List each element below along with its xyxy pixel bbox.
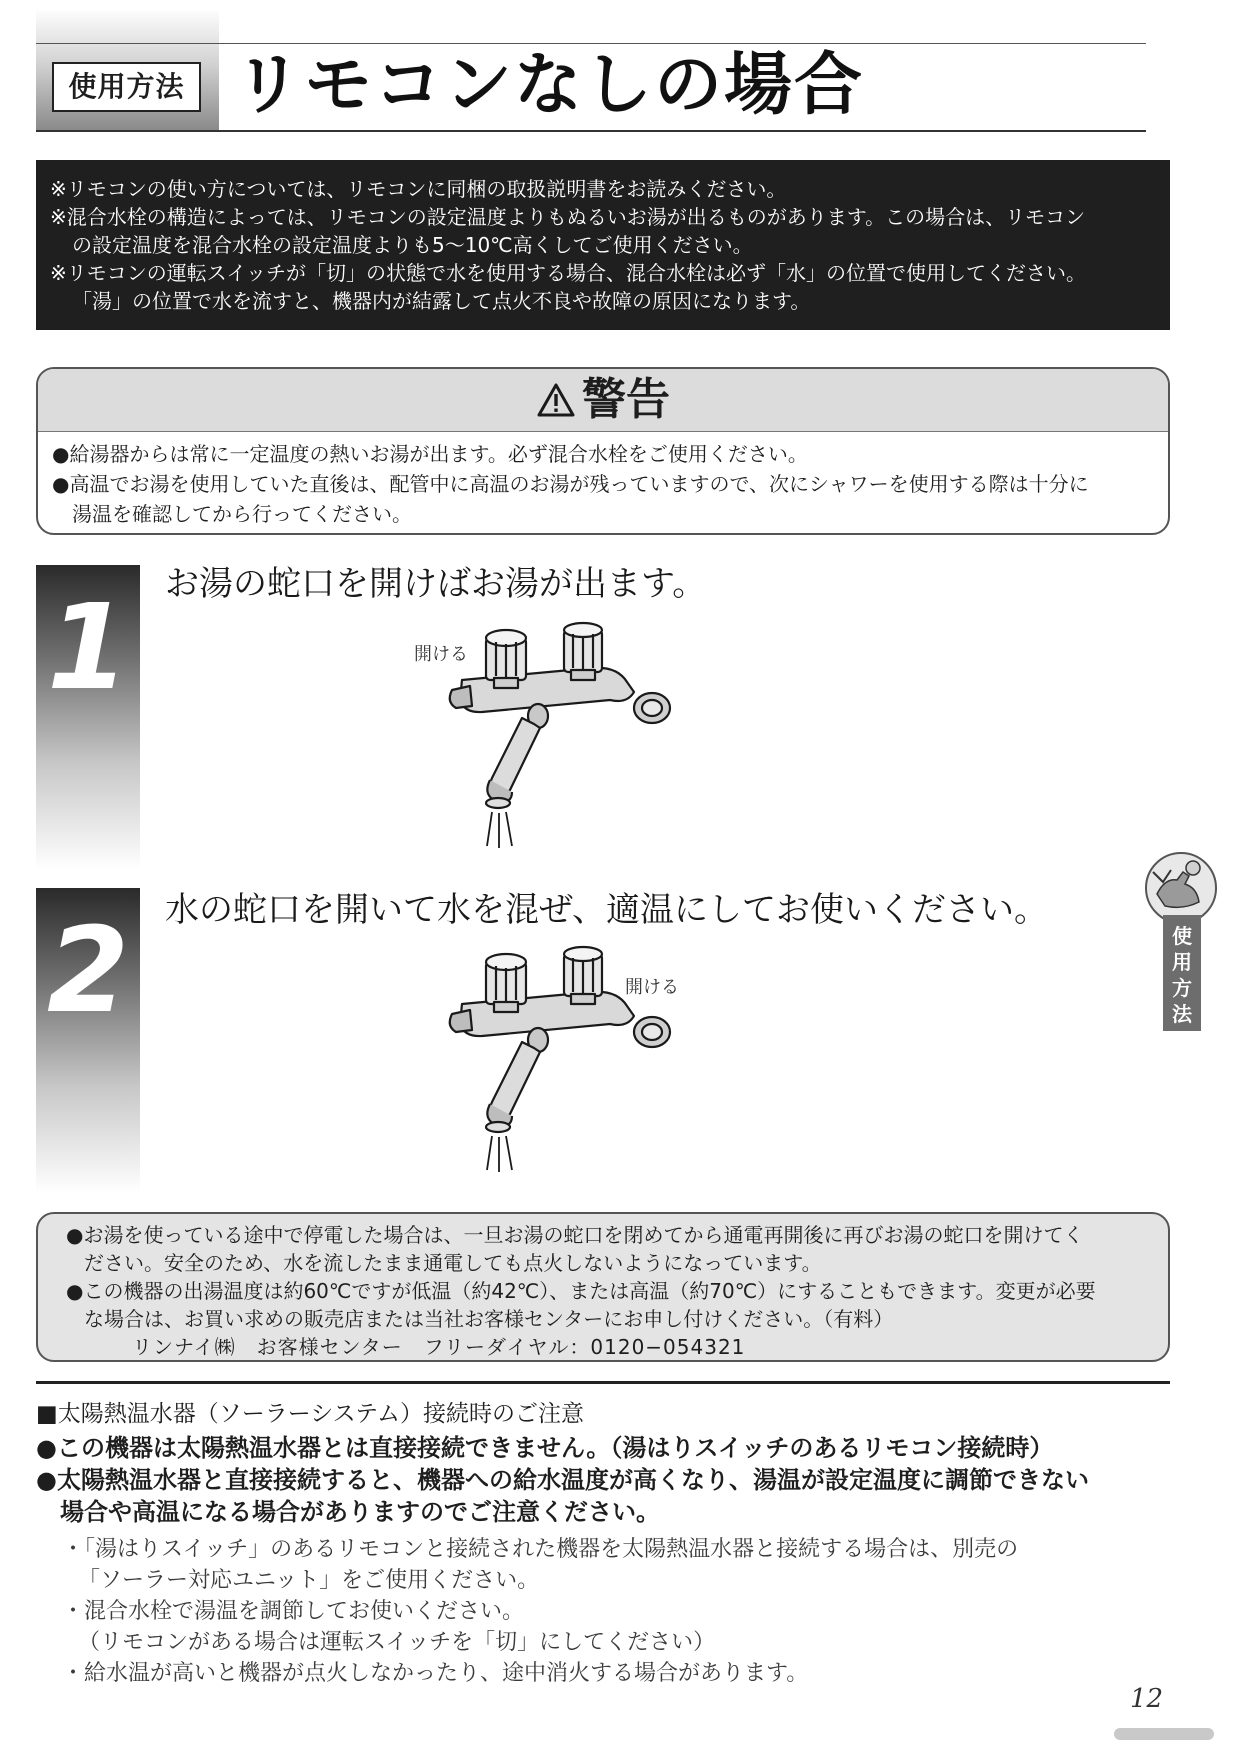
note-line: の設定温度を混合水栓の設定温度よりも5〜10℃高くしてご使用ください。 [72, 233, 753, 257]
info-line: ●この機器の出湯温度は約60℃ですが低温（約42℃）、または高温（約70℃）にすることもできます。変更が必要 [66, 1279, 1096, 1303]
solar-bullet: ●この機器は太陽熱温水器とは直接接続できません。（湯はりスイッチのあるリモコン接続時） [36, 1434, 1054, 1462]
step-2-open-label: 開ける [625, 977, 679, 998]
side-tab-char: 法 [1172, 1002, 1192, 1026]
warning-line: ●給湯器からは常に一定温度の熱いお湯が出ます。必ず混合水栓をご使用ください。 [52, 442, 808, 466]
solar-sub-note: ・混合水栓で湯温を調節してお使いください。 [62, 1599, 525, 1624]
info-box [36, 1212, 1170, 1362]
step-1-open-label: 開ける [414, 644, 468, 665]
solar-sub-note: （リモコンがある場合は運転スイッチを「切」にしてください） [78, 1630, 716, 1655]
step-1-text: お湯の蛇口を開けばお湯が出ます。 [165, 564, 707, 604]
side-tab-char: 方 [1172, 976, 1192, 1000]
solar-bullet: ●太陽熱温水器と直接接続すると、機器への給水温度が高くなり、湯温が設定温度に調節できない [36, 1466, 1089, 1494]
note-line: ※混合水栓の構造によっては、リモコンの設定温度よりもぬるいお湯が出るものがあります。この場合は、リモコン [50, 205, 1086, 229]
step-1-number: 1 [46, 578, 130, 716]
solar-title: ■太陽熱温水器（ソーラーシステム）接続時のご注意 [36, 1401, 584, 1427]
page-number-bar [1114, 1728, 1214, 1740]
customer-center-contact: リンナイ㈱ お客様センター フリーダイヤル：0120−054321 [132, 1335, 746, 1359]
warning-box [36, 367, 1170, 535]
warning-header [38, 369, 1168, 432]
note-line: ※リモコンの運転スイッチが「切」の状態で水を使用する場合、混合水栓は必ず「水」の位置で使用してください。 [50, 261, 1086, 285]
page-number: 12 [1130, 1684, 1164, 1714]
solar-bullet: 場合や高温になる場合がありますのでご注意ください。 [60, 1498, 660, 1526]
side-tab-char: 使 [1172, 924, 1192, 948]
info-line: ださい。安全のため、水を流したまま通電しても点火しないようになっています。 [84, 1251, 822, 1275]
step-2-text: 水の蛇口を開いて水を混ぜ、適温にしてお使いください。 [165, 890, 1048, 930]
remote-notes-box [36, 160, 1170, 330]
step-2-number: 2 [46, 901, 130, 1039]
header-rule-bottom [36, 130, 1146, 132]
solar-sub-note: ・給水温が高いと機器が点火しなかったり、途中消火する場合があります。 [62, 1661, 809, 1686]
note-line: 「湯」の位置で水を流すと、機器内が結露して点火不良や故障の原因になります。 [72, 289, 811, 313]
solar-sub-note: ・「湯はりスイッチ」のあるリモコンと接続された機器を太陽熱温水器と接続する場合は、別売の [62, 1537, 1019, 1562]
solar-section-rule [36, 1381, 1170, 1384]
faucet-cold-open-illustration [442, 944, 682, 1174]
warning-heading [536, 369, 670, 431]
info-line: な場合は、お買い求めの販売店または当社お客様センターにお申し付けください。（有料） [84, 1307, 894, 1331]
faucet-hot-open-illustration [442, 620, 682, 850]
page-title: リモコンなしの場合 [234, 46, 865, 125]
solar-sub-note: 「ソーラー対応ユニット」をご使用ください。 [78, 1568, 540, 1593]
side-tab-usage [1163, 915, 1201, 1031]
info-line: ●お湯を使っている途中で停電した場合は、一旦お湯の蛇口を閉めてから通電再開後に再びお湯の蛇口を開けてく [66, 1223, 1084, 1247]
note-line: ※リモコンの使い方については、リモコンに同梱の取扱説明書をお読みください。 [50, 177, 787, 201]
warning-triangle-icon [536, 382, 576, 418]
warning-line: ●高温でお湯を使用していた直後は、配管中に高温のお湯が残っていますので、次にシャワーを使用する際は十分に [52, 472, 1089, 496]
solar-section [36, 1398, 1176, 1689]
warning-title: 警告 [582, 374, 670, 425]
header-rule-top [36, 43, 1146, 44]
warning-body [38, 432, 1168, 529]
section-badge: 使用方法 [52, 62, 201, 112]
side-tab-char: 用 [1172, 950, 1192, 974]
warning-line: 湯温を確認してから行ってください。 [72, 502, 412, 526]
